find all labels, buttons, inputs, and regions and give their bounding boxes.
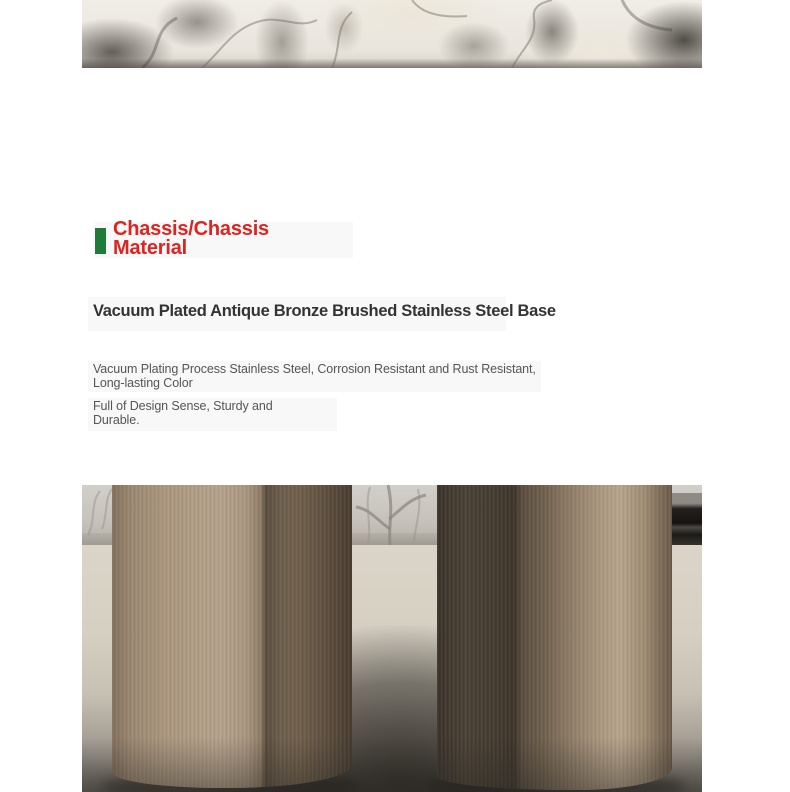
floor-bottom-shading <box>82 737 702 792</box>
section-title: Chassis/Chassis Material <box>113 218 269 259</box>
marble-veins-graphic <box>82 0 702 68</box>
section-subtitle: Vacuum Plated Antique Bronze Brushed Stainless Steel Base <box>93 302 556 320</box>
feature-text-2: Full of Design Sense, Sturdy and Durable. <box>93 399 273 427</box>
section-accent-bar <box>95 228 106 254</box>
product-image-base-photo <box>82 485 702 792</box>
fireplace-opening <box>672 493 702 545</box>
feature-text-1: Vacuum Plating Process Stainless Steel, Corrosion Resistant and Rust Resistant, Long-lasting Color <box>93 362 536 390</box>
product-image-marble-top <box>82 0 702 68</box>
